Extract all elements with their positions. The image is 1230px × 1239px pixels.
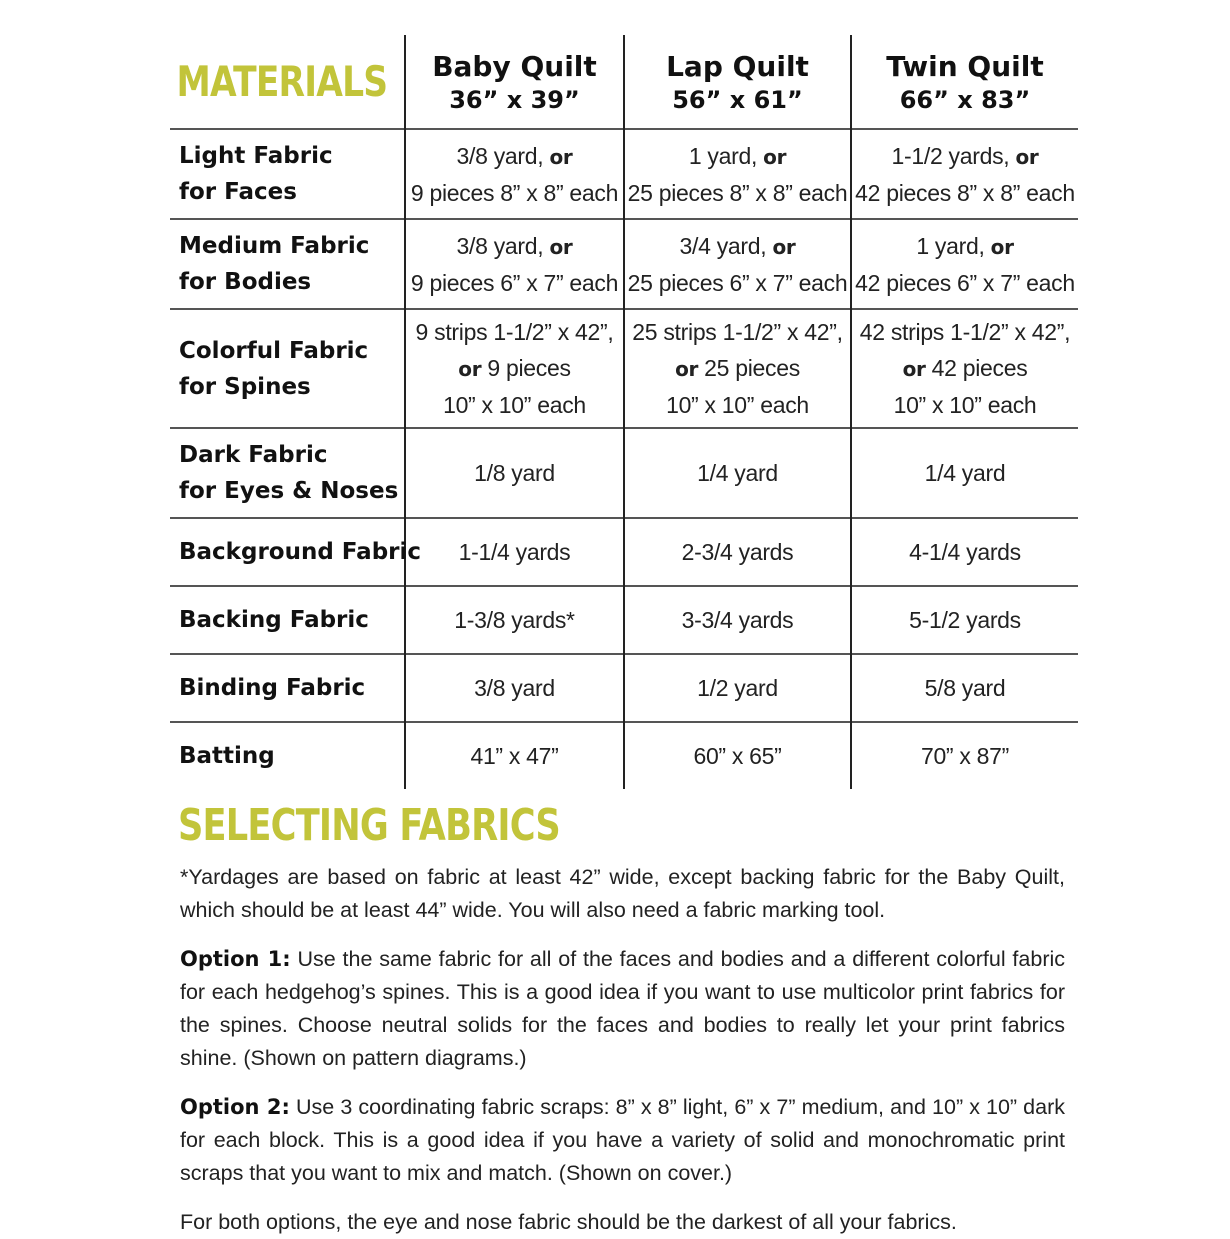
table-cell xyxy=(851,309,1078,428)
cell-text: 42 pieces xyxy=(931,355,1028,381)
materials-title: MATERIALS xyxy=(176,57,388,106)
materials-header-row xyxy=(170,35,1078,129)
cell-text: 3/8 yard, xyxy=(456,232,544,259)
cell-text: 10” x 10” each xyxy=(443,392,586,418)
row-label-line: Colorful Fabric xyxy=(179,337,369,364)
option-2-paragraph xyxy=(180,1091,1065,1190)
option-1-text: Use the same fabric for all of the faces and bodies and a different colorful fabric for each hedgehog’s spines. This is a good idea if you want to use multicolor print fabrics for the spines. Choose neutral solids for the faces and bodies to really let your print fabrics shine. (Shown on pattern diagrams.) xyxy=(180,947,1066,1070)
or-text: or xyxy=(902,357,926,381)
cell-text: 42 pieces 8” x 8” each xyxy=(855,179,1075,206)
row-label: Batting xyxy=(170,722,405,789)
row-label-line: Medium Fabric xyxy=(179,233,370,259)
table-cell xyxy=(624,129,851,219)
cell-text: 9 strips 1-1/2” x 42”, xyxy=(415,319,614,345)
or-text: or xyxy=(458,357,482,381)
table-row xyxy=(170,129,1078,219)
cell-text: 25 strips 1-1/2” x 42”, xyxy=(632,319,843,345)
materials-title-cell xyxy=(170,35,405,129)
option-1-label: Option 1: xyxy=(180,947,291,971)
cell-text: 9 pieces 8” x 8” each xyxy=(410,179,619,206)
cell-text: 9 pieces xyxy=(487,355,571,381)
table-cell: 4-1/4 yards xyxy=(851,518,1078,586)
table-cell: 1/4 yard xyxy=(851,428,1078,518)
table-row xyxy=(170,428,1078,518)
cell-text: 25 pieces xyxy=(704,355,800,381)
quilt-name: Twin Quilt xyxy=(886,49,1044,83)
or-text: or xyxy=(1015,144,1039,169)
option-2-text: Use 3 coordinating fabric scraps: 8” x 8” light, 6” x 7” medium, and 10” x 10” dark for each block. This is a good idea if you have a variety of solid and monochromatic print scraps that you want to mix and match. (Shown on cover.) xyxy=(180,1095,1066,1185)
cell-text: 1 yard, xyxy=(688,142,758,169)
table-cell: 5-1/2 yards xyxy=(851,586,1078,654)
cell-text: 42 strips 1-1/2” x 42”, xyxy=(859,319,1071,345)
cell-text: 25 pieces 8” x 8” each xyxy=(627,179,848,206)
cell-text: 42 pieces 6” x 7” each xyxy=(855,269,1075,296)
table-cell: 1/8 yard xyxy=(405,428,624,518)
cell-text: 1-1/2 yards, xyxy=(891,142,1010,169)
row-label-line: Light Fabric xyxy=(179,143,333,169)
cell-text: 3/8 yard, xyxy=(456,142,544,169)
row-label: Backing Fabric xyxy=(170,586,405,654)
table-cell xyxy=(405,309,624,428)
table-cell: 41” x 47” xyxy=(405,722,624,789)
materials-table xyxy=(170,35,1078,789)
table-cell xyxy=(851,219,1078,309)
table-row xyxy=(170,654,1078,722)
table-cell: 3/8 yard xyxy=(405,654,624,722)
table-cell: 70” x 87” xyxy=(851,722,1078,789)
row-label: Background Fabric xyxy=(170,518,405,586)
table-row xyxy=(170,309,1078,428)
table-row xyxy=(170,722,1078,789)
footnote-paragraph: *Yardages are based on fabric at least 42” wide, except backing fabric for the Baby Quilt, which should be at least 44” wide. You will also need a fabric marking tool. xyxy=(180,865,1065,922)
both-options-paragraph: For both options, the eye and nose fabric should be the darkest of all your fabrics. xyxy=(180,1210,957,1234)
table-cell: 3-3/4 yards xyxy=(624,586,851,654)
row-label xyxy=(170,309,405,428)
row-label-line: for Faces xyxy=(179,179,297,205)
or-text: or xyxy=(772,234,796,259)
option-1-paragraph xyxy=(180,943,1065,1075)
table-cell xyxy=(851,129,1078,219)
row-label-line: for Spines xyxy=(179,373,311,400)
row-label-line: for Eyes & Noses xyxy=(179,478,399,504)
quilt-size: 36” x 39” xyxy=(449,85,580,114)
cell-text: 10” x 10” each xyxy=(666,392,809,418)
table-cell: 5/8 yard xyxy=(851,654,1078,722)
cell-text: 1 yard, xyxy=(916,232,985,259)
row-label xyxy=(170,129,405,219)
table-row xyxy=(170,586,1078,654)
cell-text: 25 pieces 6” x 7” each xyxy=(627,269,848,296)
quilt-name: Lap Quilt xyxy=(666,49,809,83)
quilt-size: 56” x 61” xyxy=(672,85,803,114)
table-cell: 1-3/8 yards* xyxy=(405,586,624,654)
row-label xyxy=(170,219,405,309)
quilt-size: 66” x 83” xyxy=(899,85,1031,114)
or-text: or xyxy=(549,144,573,169)
quilt-name: Baby Quilt xyxy=(432,49,597,83)
table-row xyxy=(170,518,1078,586)
table-cell: 2-3/4 yards xyxy=(624,518,851,586)
table-cell xyxy=(624,219,851,309)
or-text: or xyxy=(763,144,787,169)
row-label-line: Dark Fabric xyxy=(179,442,328,468)
table-cell xyxy=(624,309,851,428)
table-row xyxy=(170,219,1078,309)
row-label: Binding Fabric xyxy=(170,654,405,722)
table-cell: 60” x 65” xyxy=(624,722,851,789)
table-cell: 1-1/4 yards xyxy=(405,518,624,586)
column-header-lap xyxy=(624,35,851,129)
table-cell: 1/2 yard xyxy=(624,654,851,722)
or-text: or xyxy=(675,357,699,381)
column-header-baby xyxy=(405,35,624,129)
table-cell xyxy=(405,219,624,309)
row-label xyxy=(170,428,405,518)
option-2-label: Option 2: xyxy=(180,1095,290,1119)
or-text: or xyxy=(990,234,1014,259)
table-cell: 1/4 yard xyxy=(624,428,851,518)
row-label-line: for Bodies xyxy=(179,269,312,295)
cell-text: 9 pieces 6” x 7” each xyxy=(410,269,619,296)
selecting-fabrics-title: SELECTING FABRICS xyxy=(178,800,560,851)
cell-text: 10” x 10” each xyxy=(893,392,1037,418)
or-text: or xyxy=(549,234,573,259)
table-cell xyxy=(405,129,624,219)
cell-text: 3/4 yard, xyxy=(679,232,767,259)
column-header-twin xyxy=(851,35,1078,129)
